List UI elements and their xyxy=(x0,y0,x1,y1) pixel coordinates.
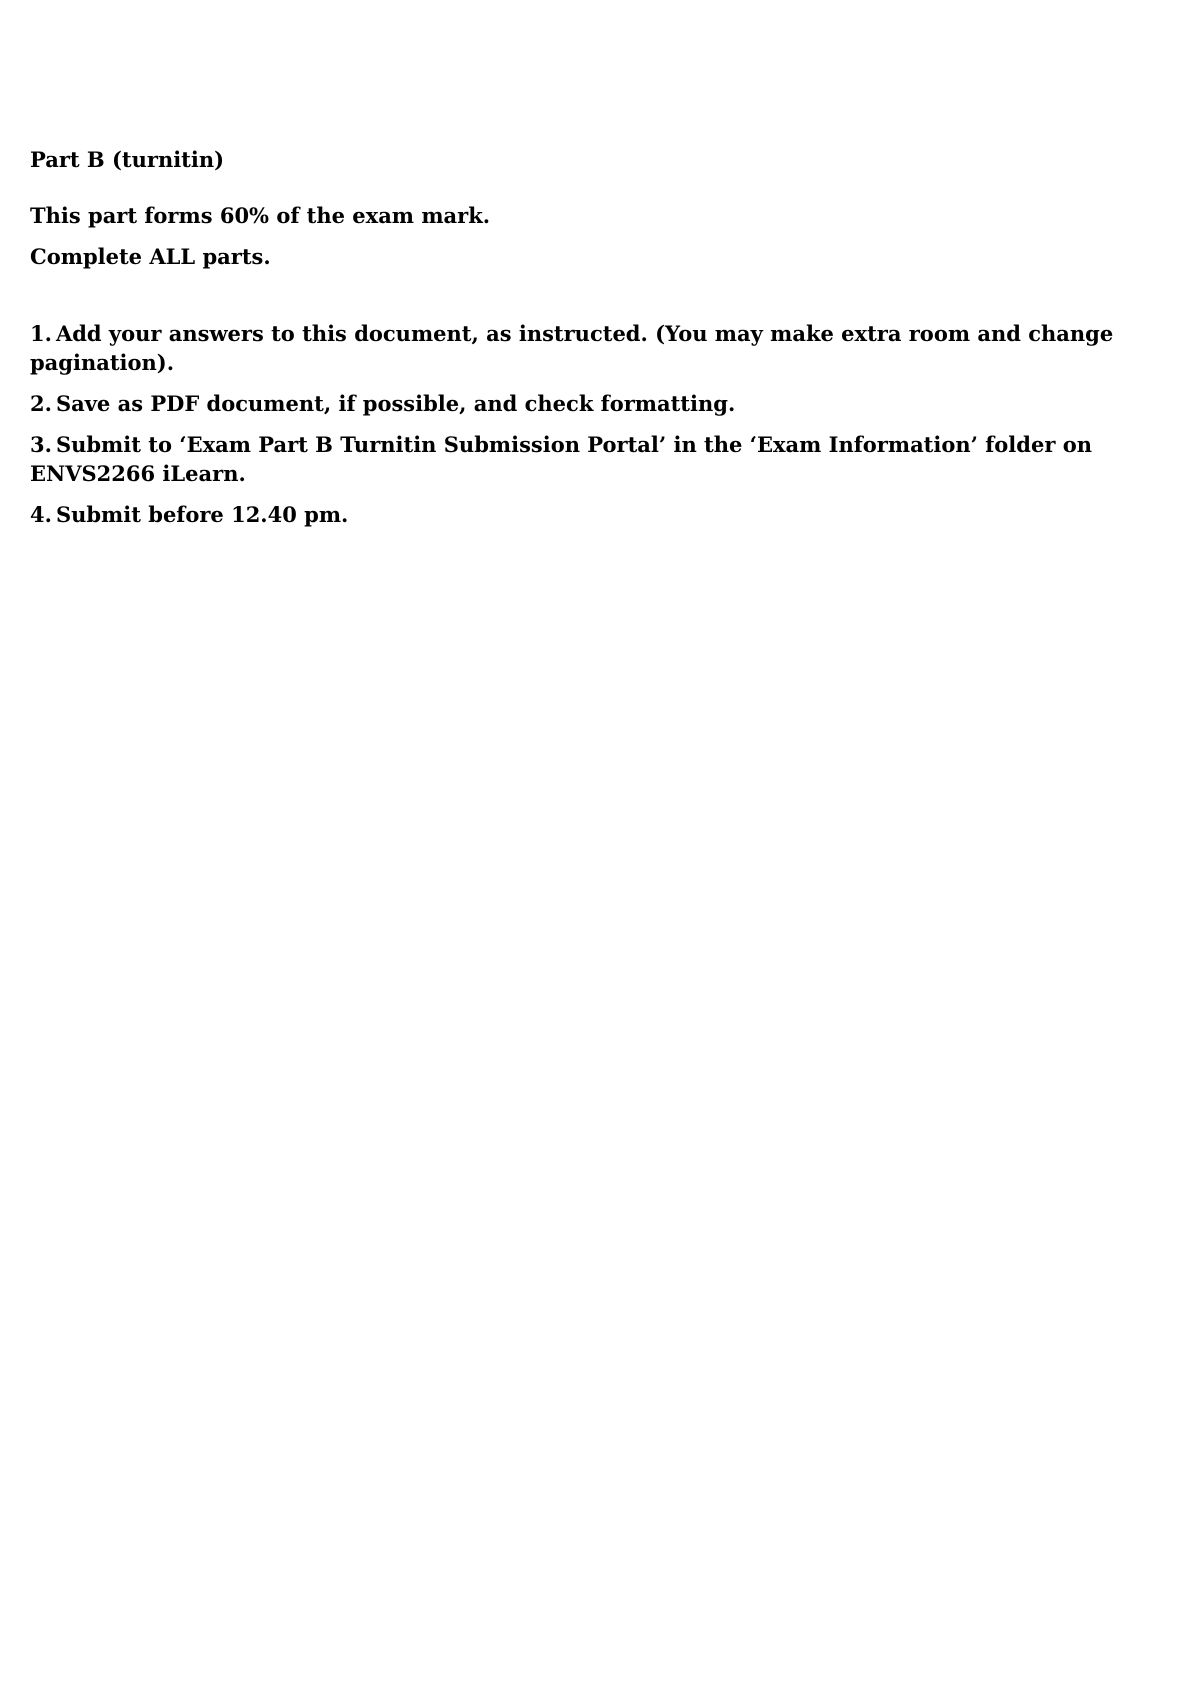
instruction-text: Save as PDF document, if possible, and check formatting. xyxy=(55,391,736,416)
instruction-item xyxy=(30,319,1160,377)
instruction-item xyxy=(30,389,1160,418)
instruction-item xyxy=(30,430,1160,488)
instruction-number: 2. xyxy=(30,391,52,416)
section-heading: Part B (turnitin) xyxy=(30,147,225,172)
instruction-number: 1. xyxy=(30,321,52,346)
instruction-number: 3. xyxy=(30,432,52,457)
exam-weight-paragraph: This part forms 60% of the exam mark. xyxy=(30,203,491,228)
document-body xyxy=(30,145,1160,541)
instruction-text: Submit to ‘Exam Part B Turnitin Submission Portal’ in the ‘Exam Information’ folder on ENVS2266 iLearn. xyxy=(30,432,1092,486)
instruction-text: Submit before 12.40 pm. xyxy=(55,502,349,527)
complete-all-paragraph: Complete ALL parts. xyxy=(30,244,271,269)
spacer xyxy=(30,283,1160,319)
instruction-list xyxy=(30,319,1160,529)
instruction-item xyxy=(30,500,1160,529)
instruction-number: 4. xyxy=(30,502,52,527)
instruction-text: Add your answers to this document, as instructed. (You may make extra room and change pagination). xyxy=(30,321,1114,375)
